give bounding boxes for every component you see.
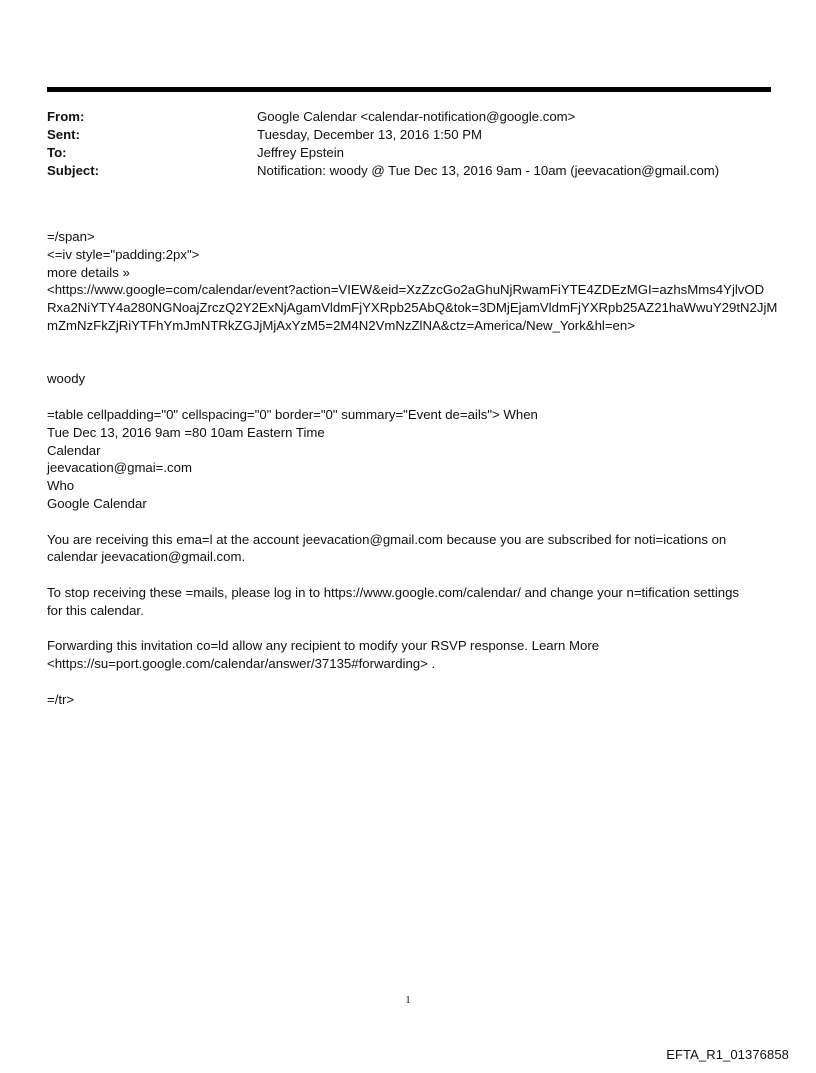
body-line-div: <=iv style="padding:2px"> (47, 246, 200, 262)
event-when-value: Tue Dec 13, 2016 9am =80 10am Eastern Time (47, 424, 325, 440)
event-table-line: =table cellpadding="0" cellspacing="0" border="0" summary="Event de=ails"> When (47, 406, 538, 422)
receiving-notice-line-2: calendar jeevacation@gmail.com. (47, 549, 246, 565)
forwarding-link[interactable]: <https://su=port.google.com/calendar/answer/37135#forwarding> . (47, 656, 436, 672)
to-row (47, 144, 787, 162)
spacer (47, 620, 775, 638)
event-url-line-3[interactable]: mZmNzFkZjRiYTFhYmJmNTRkZGJjMjAxYzM5=2M4N2VmNzZlNA&ctz=America/New_York&hl=en> (47, 317, 635, 333)
document-id: EFTA_R1_01376858 (666, 1047, 789, 1062)
event-url-line-1[interactable]: <https://www.google=com/calendar/event?action=VIEW&eid=XzZzcGo2aGhuNjRwamFiYTE4ZDEzMGI=azhsMms4YjlvOD (47, 282, 765, 298)
spacer (47, 566, 775, 584)
header-divider (47, 87, 771, 92)
event-calendar-value: jeevacation@gmai=.com (47, 460, 192, 476)
event-url-line-2[interactable]: Rxa2NiYTY4a280NGNoajZrczQ2Y2ExNjAgamVldmFjYXRpb25AbQ&tok=3DMjEjamVldmFjYXRpb25AZ21haWwuY29tN2JjM (47, 300, 778, 316)
subject-row (47, 162, 787, 180)
subject-value: Notification: woody @ Tue Dec 13, 2016 9am - 10am (jeevacation@gmail.com) (257, 163, 720, 178)
to-label: To: (47, 145, 67, 160)
sent-label: Sent: (47, 127, 80, 142)
sent-row (47, 126, 787, 144)
email-body (47, 228, 778, 709)
page-number: 1 (405, 994, 411, 1006)
more-details-link[interactable]: more details » (47, 264, 130, 280)
event-who-value: Google Calendar (47, 495, 147, 511)
spacer (47, 388, 775, 406)
from-value: Google Calendar <calendar-notification@google.com> (257, 109, 576, 124)
event-title: woody (47, 371, 86, 387)
from-label: From: (47, 109, 85, 124)
spacer (47, 513, 775, 531)
sent-value: Tuesday, December 13, 2016 1:50 PM (257, 127, 483, 142)
receiving-notice-line-1: You are receiving this ema=l at the account jeevacation@gmail.com because you are subscribed for noti=ications on (47, 531, 727, 547)
spacer (47, 673, 775, 691)
email-header (47, 108, 787, 180)
body-line-span: =/span> (47, 229, 95, 244)
event-who-label: Who (47, 478, 75, 494)
stop-notice-line-1: To stop receiving these =mails, please log in to https://www.google.com/calendar/ and change your n=tification settings (47, 584, 740, 600)
event-calendar-label: Calendar (47, 442, 101, 458)
subject-label: Subject: (47, 163, 100, 178)
forwarding-notice-line-1: Forwarding this invitation co=ld allow any recipient to modify your RSVP response. Learn More (47, 638, 600, 654)
from-row (47, 108, 787, 126)
to-value: Jeffrey Epstein (257, 145, 344, 160)
spacer (47, 335, 775, 371)
stop-notice-line-2: for this calendar. (47, 602, 144, 618)
body-closing-tag: =/tr> (47, 691, 75, 707)
